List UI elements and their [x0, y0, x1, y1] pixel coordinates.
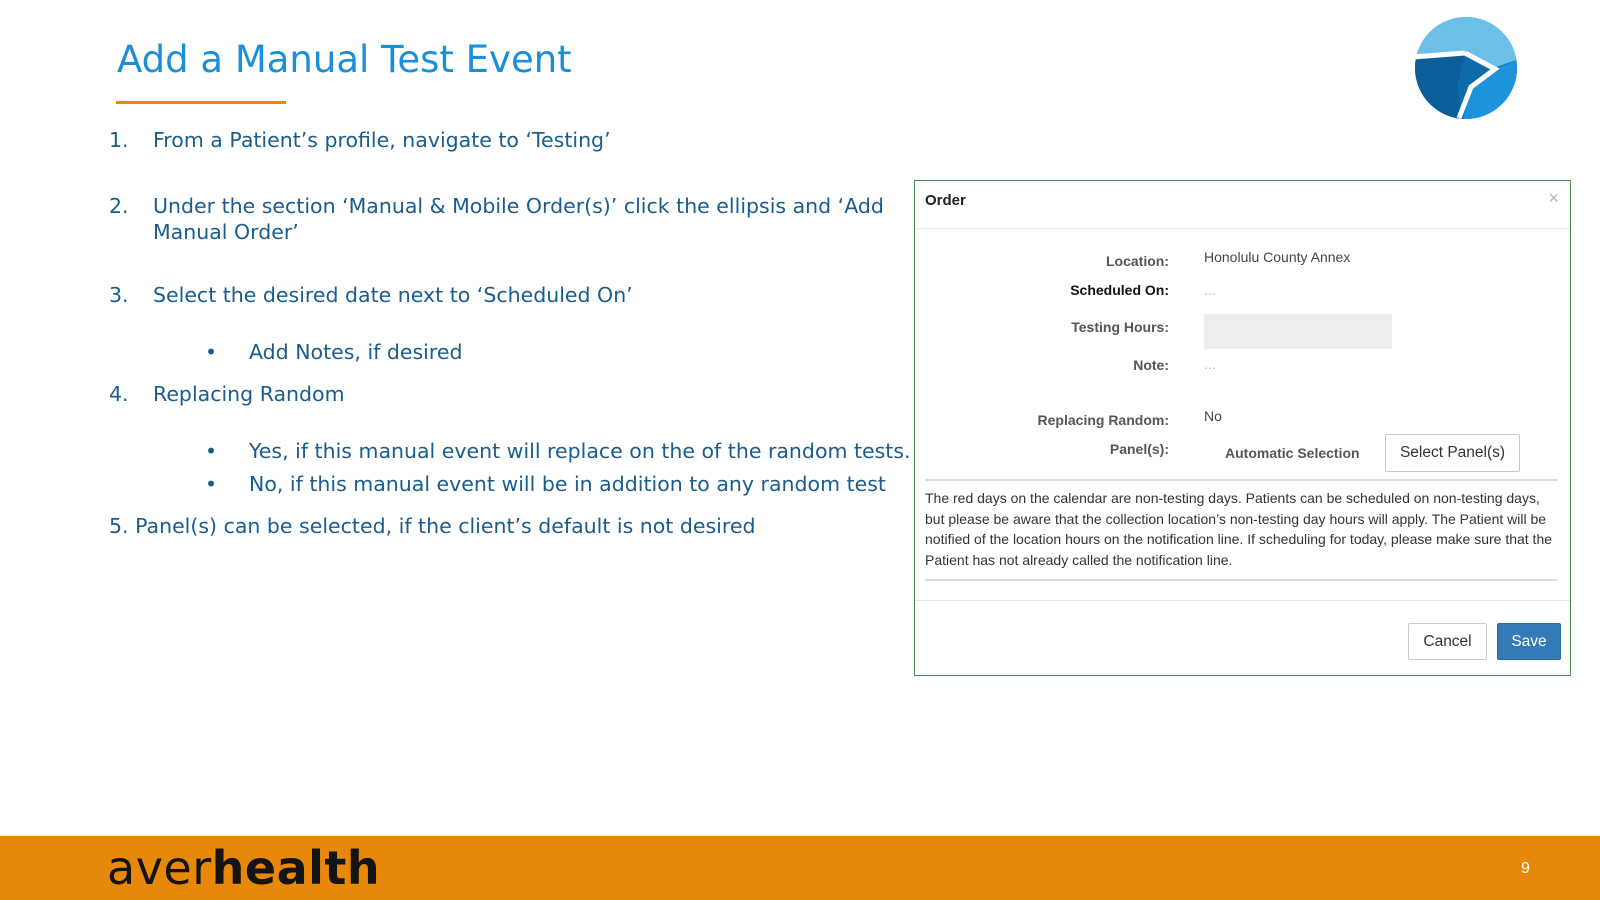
step-5: 5. Panel(s) can be selected, if the client’s default is not desired	[109, 514, 756, 538]
bullet-text: No, if this manual event will be in addition to any random test	[249, 472, 886, 496]
bullet-dot: •	[205, 472, 218, 496]
select-panels-button[interactable]: Select Panel(s)	[1385, 434, 1520, 472]
brand-bold: health	[211, 841, 381, 895]
close-icon[interactable]: ×	[1548, 188, 1559, 208]
step-text: From a Patient’s profile, navigate to ‘Testing’	[153, 128, 611, 152]
step-number: 1.	[109, 128, 129, 152]
panels-label: Panel(s):	[1109, 441, 1169, 457]
step-text: Replacing Random	[153, 382, 345, 406]
step-text: Under the section ‘Manual & Mobile Order(s)’ click the ellipsis and ‘Add Manual Order’	[153, 194, 884, 244]
footer-divider	[915, 600, 1570, 601]
save-button[interactable]: Save	[1497, 623, 1561, 660]
bullet-dot: •	[205, 340, 218, 364]
brand-light: aver	[107, 841, 212, 895]
location-label: Location:	[1106, 253, 1169, 269]
scheduled-on-field[interactable]: ...	[1204, 282, 1216, 298]
bullet-text: Yes, if this manual event will replace on the of the random tests.	[249, 439, 911, 463]
replacing-random-label: Replacing Random:	[1037, 412, 1169, 428]
testing-hours-field[interactable]	[1204, 314, 1392, 349]
title-underline	[116, 101, 286, 104]
info-divider-bottom	[925, 579, 1557, 581]
note-field[interactable]: ...	[1204, 356, 1216, 372]
info-text: The red days on the calendar are non-testing days. Patients can be scheduled on non-testing days, but please be aware that the collection location’s non-testing day hours will apply. The Patient will be notified of the location hours on the notification line. If scheduling for today, please make sure that the Patient has not already called the notification line.	[925, 490, 1553, 568]
page-number: 9	[1521, 860, 1530, 877]
step-number: 4.	[109, 382, 129, 406]
step-number: 2.	[109, 194, 129, 218]
brand-logo	[107, 836, 380, 900]
dialog-title: Order	[925, 192, 966, 209]
panels-value: Automatic Selection	[1225, 445, 1360, 461]
header-divider	[915, 228, 1570, 229]
scheduled-on-label: Scheduled On:	[1070, 282, 1169, 298]
order-dialog	[914, 180, 1571, 676]
info-divider-top	[925, 479, 1557, 481]
slide-title: Add a Manual Test Event	[117, 38, 572, 81]
replacing-random-value[interactable]: No	[1204, 408, 1222, 424]
step-text: Select the desired date next to ‘Scheduled On’	[153, 283, 633, 307]
cancel-button[interactable]: Cancel	[1408, 623, 1487, 660]
location-value: Honolulu County Annex	[1204, 249, 1351, 265]
averhealth-logo-icon	[1413, 17, 1519, 119]
step-number: 3.	[109, 283, 129, 307]
note-label: Note:	[1133, 357, 1169, 373]
testing-hours-label: Testing Hours:	[1071, 319, 1169, 335]
bullet-text: Add Notes, if desired	[249, 340, 463, 364]
bullet-dot: •	[205, 439, 218, 463]
